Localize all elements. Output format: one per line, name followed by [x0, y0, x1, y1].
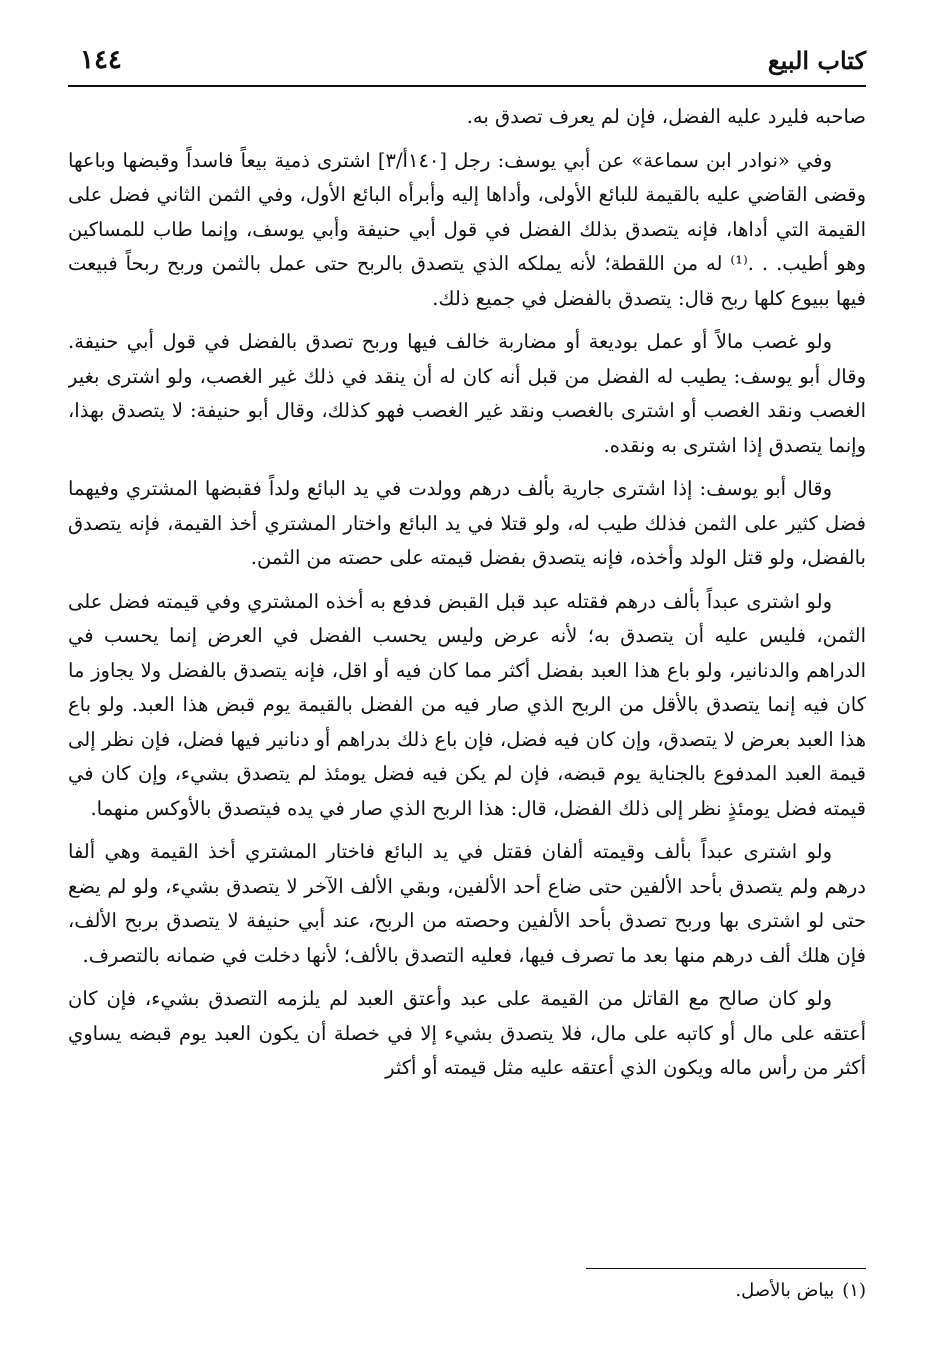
- paragraph: وقال أبو يوسف: إذا اشترى جارية بألف درهم وولدت في يد البائع ولداً فقبضها المشتري وفيهما فضل كثير على الثمن فذلك طيب له، ولو قتلا في يد البائع واختار المشتري أخذ القيمة، فإنه يتصدق بالفضل، ولو قتل الولد وأخذه، فإنه يتصدق بفضل قيمته على حصته من الثمن.: [68, 477, 866, 569]
- header-divider: [68, 85, 866, 87]
- paragraph: ولو غصب مالاً أو عمل بوديعة أو مضاربة خالف فيها وربح تصدق بالفضل في قول أبي حنيفة. وقال أبو يوسف: يطيب له الفضل من قبل أنه كان له أن ينقد في ذلك غير الغصب، ولو اشترى بغير الغصب ونقد الغصب أو اشترى بالغصب ونقد غير الغصب فهو كذلك، وقال أبو حنيفة: لا يتصدق بهذا، وإنما يتصدق إذا اشترى به ونقده.: [68, 330, 866, 457]
- footnote-text: بياض بالأصل.: [735, 1280, 835, 1301]
- paragraph: ولو كان صالح مع القاتل من القيمة على عبد وأعتق العبد لم يلزمه التصدق بشيء، فإن كان أعتقه على مال أو كاتبه على مال، فلا يتصدق بشيء إلا في خصلة أن يكون العبد يوم قبضه يساوي أكثر من رأس ماله ويكون الذي أعتقه عليه مثل قيمته أو أكثر: [68, 987, 866, 1079]
- footnote-marker: (١): [842, 1280, 866, 1301]
- running-title: كتاب البيع: [767, 45, 866, 75]
- footnote: [68, 1276, 866, 1306]
- page-header: [80, 40, 866, 80]
- paragraph: ولو اشترى عبداً بألف درهم فقتله عبد قبل القبض فدفع به أخذه المشتري وفي قيمته فضل على الثمن، فليس عليه أن يتصدق به؛ لأنه عرض وليس يحسب الفضل في العرض إنما يحسب في الدراهم والدنانير، ولو باع هذا العبد بفضل أكثر مما كان فيه أو اقل، فإنه يتصدق بالفضل ولا يجاوز ما كان فيه إنما يتصدق بالأقل من الربح الذي صار فيه من الفضل بالقيمة يوم قبض هذا العبد. ولو باع هذا العبد بعرض لا يتصدق، وإن كان فيه فضل، فإن باع ذلك بدراهم أو دنانير فيها فضل، فإن نظر إلى قيمة العبد المدفوع بالجناية يوم قبضه، فإن لم يكن فيه فضل يومئذ لم يتصدق بشيء، وإن كان في قيمته فضل يومئذٍ نظر إلى ذلك الفضل، قال: هذا الربح الذي صار في يده فيتصدق بالأوكس منهما.: [68, 589, 866, 820]
- page-number: ١٤٤: [80, 45, 122, 75]
- paragraph: صاحبه فليرد عليه الفضل، فإن لم يعرف تصدق به.: [466, 105, 866, 128]
- main-text: [68, 100, 866, 1240]
- paragraph: وفي «نوادر ابن سماعة» عن أبي يوسف: رجل [١٤٠أ/٣] اشترى ذمية بيعاً فاسداً وقبضها وباعها وقضى القاضي عليه بالقيمة للبائع الأولى، وأداها إليه وأبرأه البائع الأول، وفي الثمن الثاني فضل على القيمة التي أداها، فإنه يتصدق بذلك الفضل في قول أبي حنيفة وأبي يوسف، وإنما طاب للمساكين وهو أطيب. . .⁽¹⁾ له من اللقطة؛ لأنه يملكه الذي يتصدق بالربح حتى عمل بالثمن وربح ربحاً فبيعت فيها ببيوع كلها ربح قال: يتصدق بالفضل في جميع ذلك.: [68, 148, 866, 310]
- footnote-divider: [586, 1268, 866, 1269]
- paragraph: ولو اشترى عبداً بألف وقيمته ألفان فقتل في يد البائع فاختار المشتري أخذ القيمة وهي ألفا درهم ولم يتصدق بأحد الألفين حتى ضاع أحد الألفين، وبقي الألف الآخر لا يتصدق بشيء، ولو لم يضع حتى لو اشترى بها وربح تصدق بأحد الألفين وحصته من الربح، عند أبي حنيفة لا يتصدق بربح الألف، فإن هلك ألف درهم منها بعد ما تصرف فيها، فعليه التصدق بالألف؛ لأنها دخلت في ضمانه بالتصرف.: [68, 840, 866, 967]
